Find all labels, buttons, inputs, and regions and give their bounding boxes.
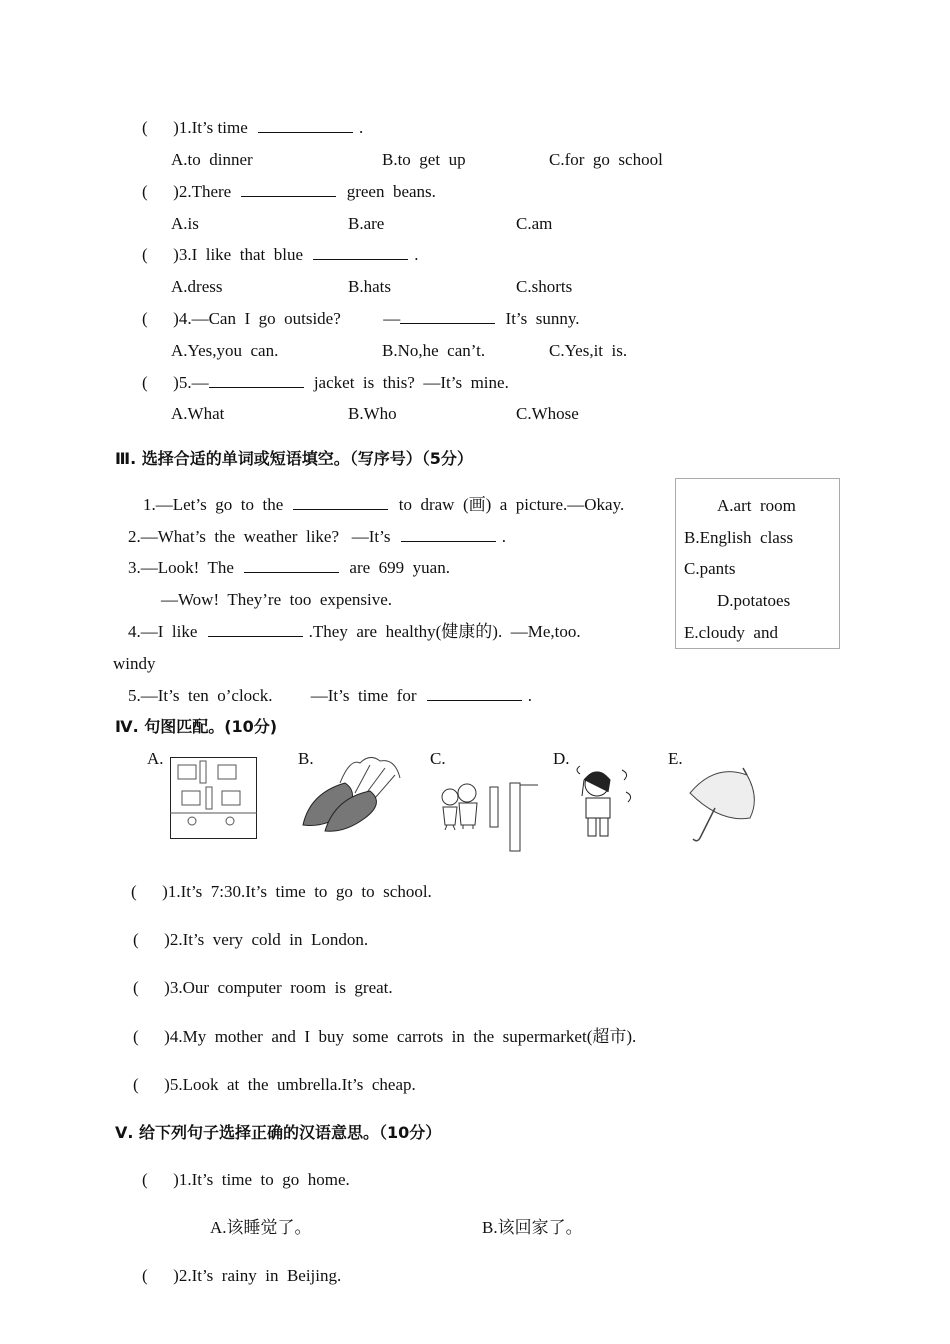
blank (313, 245, 408, 260)
picture-label-d: D. (553, 749, 570, 768)
question-text: . (359, 118, 364, 137)
question-4 (142, 309, 580, 329)
option-a: A.to dinner (171, 150, 253, 169)
question-text: 3.I like that blue (178, 245, 308, 264)
option-b: B.No,he can’t. (382, 341, 486, 360)
line-text: 3.—Look! The (128, 558, 239, 577)
word-bank-item: E.cloudy and (684, 623, 778, 642)
picture-label-c: C. (430, 749, 446, 768)
answer-paren: ( ) (142, 245, 179, 264)
matching-item-5: ( )5.Look at the umbrella.It’s cheap. (133, 1075, 416, 1094)
option-c: C.am (516, 214, 553, 233)
word-bank-item: A.art room (717, 496, 796, 515)
question-text: 5.— (178, 373, 209, 392)
answer-paren: ( ) (142, 309, 179, 328)
section-3-heading: Ⅲ. 选择合适的单词或短语填空。（写序号）（5分） (115, 449, 473, 468)
question-5 (142, 373, 509, 393)
question-text: It’s sunny. (501, 309, 580, 328)
blank (208, 622, 303, 637)
picture-label-e: E. (668, 749, 683, 768)
fill-line-wrap: windy (113, 654, 156, 673)
option-a: A.What (171, 404, 225, 423)
blank (427, 686, 522, 701)
question-text: jacket is this? —It’s mine. (309, 373, 509, 392)
fill-line-3 (128, 558, 450, 578)
option-b: B.该回家了。 (482, 1218, 583, 1237)
option-a: A.该睡觉了。 (210, 1218, 312, 1237)
word-bank-item: D.potatoes (717, 591, 791, 610)
word-bank-item: C.pants (684, 559, 736, 578)
question-text: 1.It’s time (178, 118, 253, 137)
option-b: B.are (348, 214, 385, 233)
blank (400, 309, 495, 324)
picture-label-a: A. (147, 749, 164, 768)
option-b: B.to get up (382, 150, 466, 169)
question-text: 4.—Can I go outside? — (178, 309, 401, 328)
blank (401, 527, 496, 542)
matching-item-1: ( )1.It’s 7:30.It’s time to go to school. (131, 882, 432, 901)
answer-paren: ( ) (142, 182, 179, 201)
fill-line-3b: —Wow! They’re too expensive. (161, 590, 393, 609)
fill-line-4 (128, 622, 581, 642)
blank (258, 118, 353, 133)
umbrella-picture (685, 763, 760, 845)
option-a: A.dress (171, 277, 223, 296)
blank (244, 558, 339, 573)
option-c: C.Yes,it is. (549, 341, 628, 360)
word-bank-box (675, 478, 840, 649)
line-text: to draw (画) a picture.—Okay. (394, 495, 625, 514)
line-text: 2.—What’s the weather like? —It’s (128, 527, 395, 546)
fill-line-5 (128, 686, 532, 706)
question-1 (142, 118, 363, 138)
line-text: 4.—I like (128, 622, 202, 641)
section-5-heading: Ⅴ. 给下列句子选择正确的汉语意思。（10分） (115, 1123, 442, 1142)
blank (293, 495, 388, 510)
fill-line-2 (128, 527, 506, 547)
line-text: 5.—It’s ten o’clock. —It’s time for (128, 686, 421, 705)
matching-item-4: ( )4.My mother and I buy some carrots in the supermarket(超市). (133, 1027, 637, 1046)
question-3 (142, 245, 419, 265)
picture-label-b: B. (298, 749, 314, 768)
translation-item-1: ( )1.It’s time to go home. (142, 1170, 350, 1189)
question-text: 2.There (178, 182, 236, 201)
computer-room-picture (170, 757, 257, 839)
option-c: C.shorts (516, 277, 573, 296)
cold-girl-picture (572, 762, 640, 842)
option-b: B.Who (348, 404, 397, 423)
blank (241, 182, 336, 197)
line-text: .They are healthy(健康的). —Me,too. (308, 622, 581, 641)
matching-item-3: ( )3.Our computer room is great. (133, 978, 393, 997)
question-text: . (414, 245, 419, 264)
word-bank-item: B.English class (684, 528, 794, 547)
option-c: C.for go school (549, 150, 663, 169)
children-going-to-school-picture (435, 775, 540, 855)
line-text: . (527, 686, 532, 705)
answer-paren: ( ) (142, 373, 179, 392)
carrots-picture (300, 753, 406, 835)
blank (209, 373, 304, 388)
answer-paren: ( ) (142, 118, 179, 137)
matching-item-2: ( )2.It’s very cold in London. (133, 930, 369, 949)
option-a: A.is (171, 214, 199, 233)
translation-item-2: ( )2.It’s rainy in Beijing. (142, 1266, 342, 1285)
option-b: B.hats (348, 277, 391, 296)
line-text: are 699 yuan. (345, 558, 450, 577)
fill-line-1 (143, 495, 624, 515)
line-text: 1.—Let’s go to the (143, 495, 288, 514)
option-a: A.Yes,you can. (171, 341, 279, 360)
line-text: . (501, 527, 506, 546)
question-2 (142, 182, 436, 202)
option-c: C.Whose (516, 404, 579, 423)
question-text: green beans. (342, 182, 436, 201)
section-4-heading: Ⅳ. 句图匹配。(10分) (115, 717, 278, 736)
